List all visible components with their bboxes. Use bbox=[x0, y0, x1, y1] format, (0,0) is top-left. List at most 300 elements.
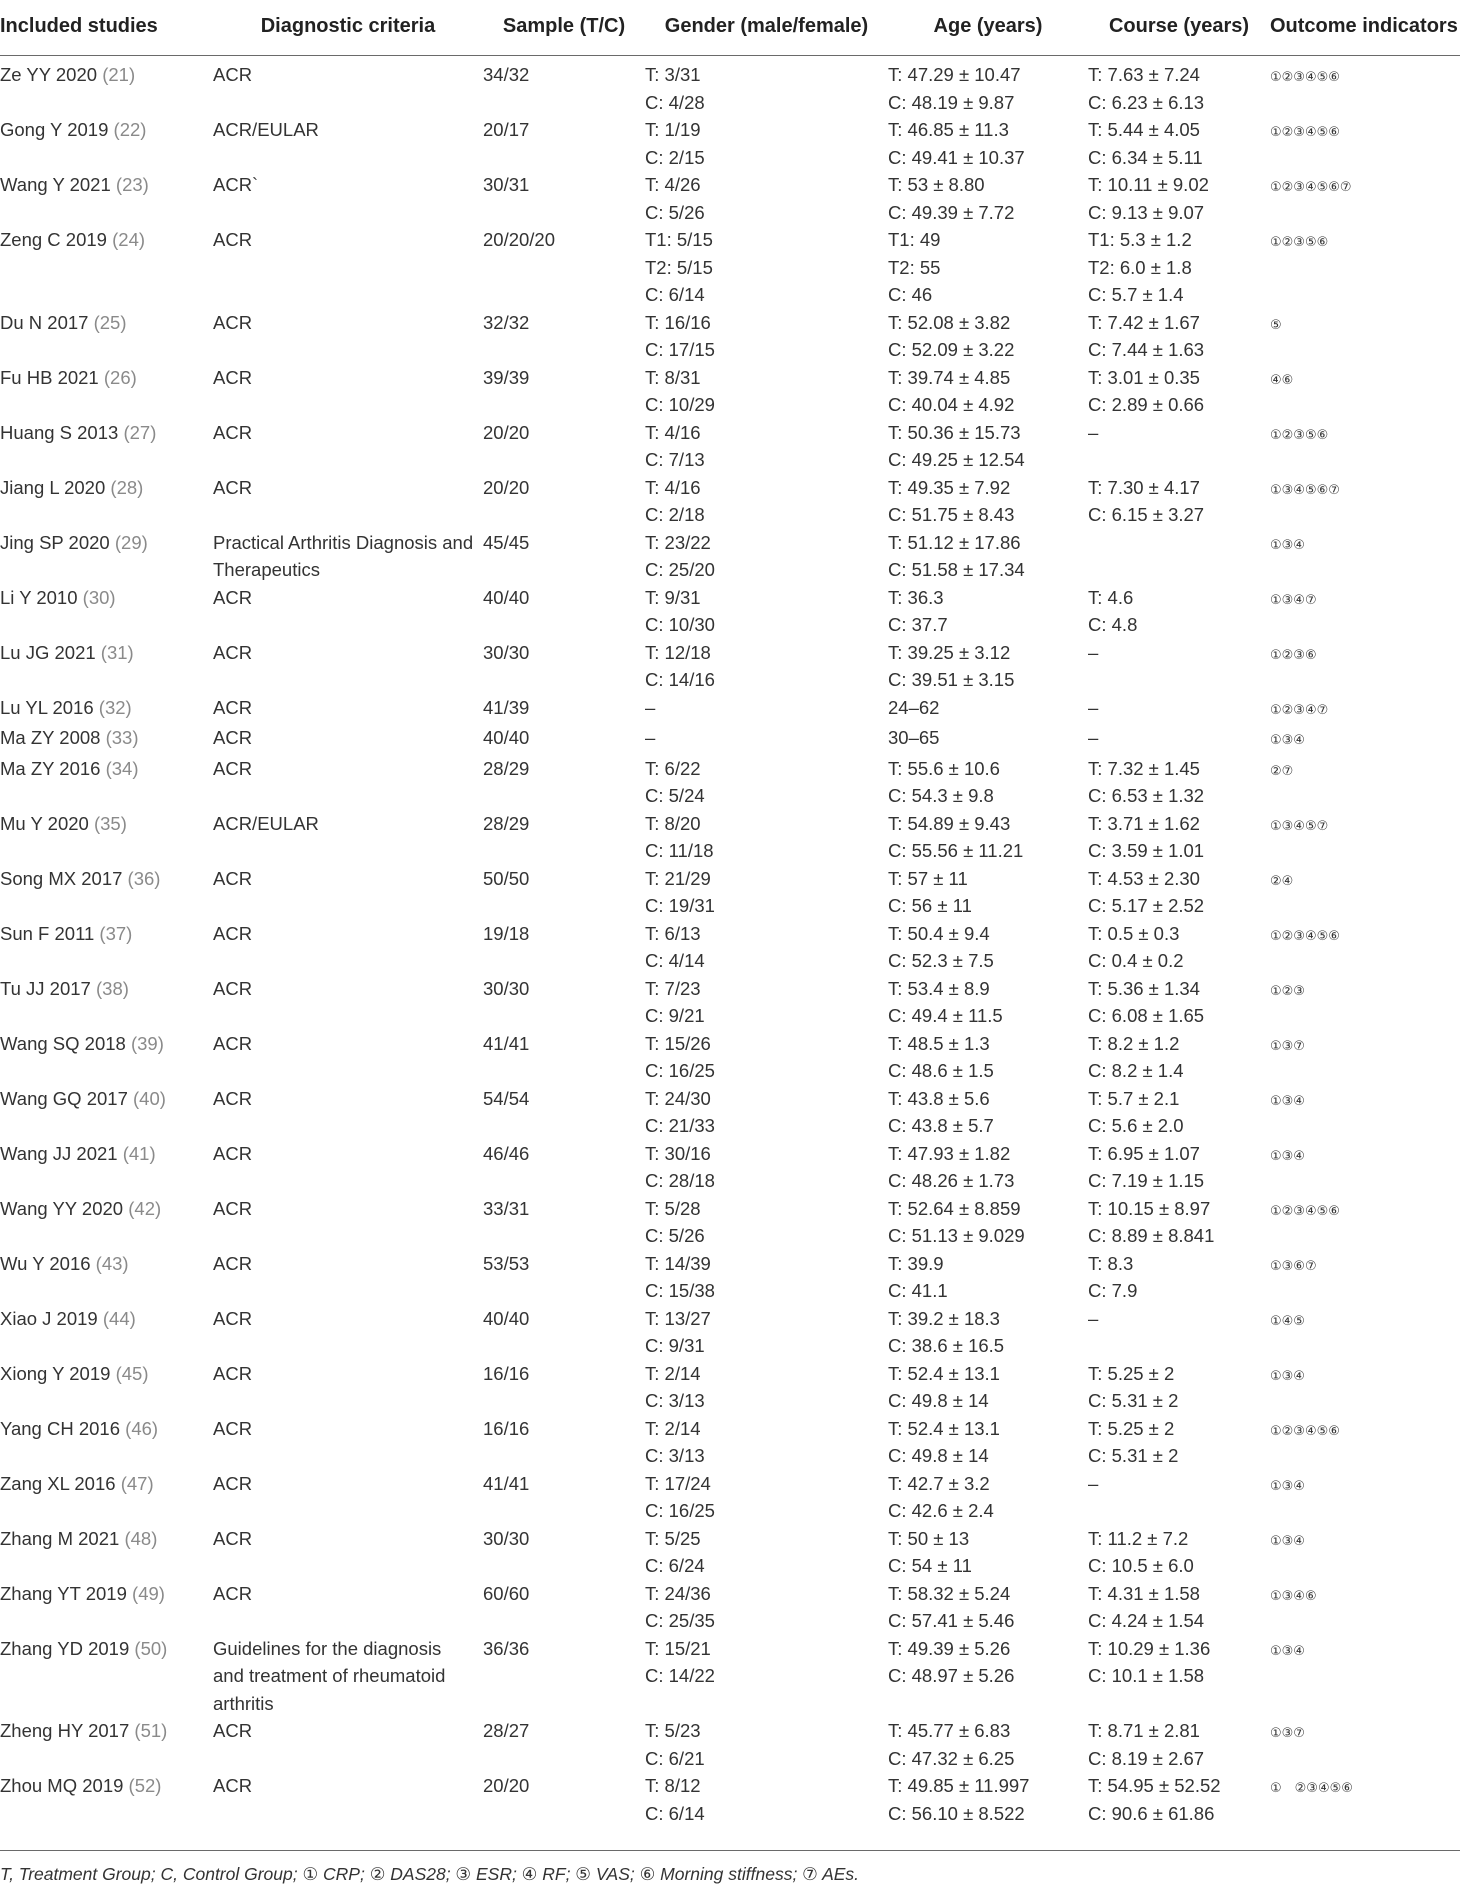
study-cell bbox=[0, 1085, 213, 1140]
reference-value: 29 bbox=[121, 531, 142, 553]
reference-value: 41 bbox=[128, 1142, 150, 1164]
gender-value: C: 16/25 bbox=[645, 1500, 715, 1521]
criteria-cell bbox=[213, 364, 483, 419]
outcome-indicators: ④⑥ bbox=[1270, 372, 1294, 388]
outcome-indicators: ②④ bbox=[1270, 873, 1294, 889]
age-value: C: 49.41 ± 10.37 bbox=[888, 146, 1025, 168]
diagnostic-criteria: ACR bbox=[213, 641, 253, 663]
study-cell bbox=[0, 1470, 213, 1525]
course-value: C: 6.34 ± 5.11 bbox=[1088, 146, 1203, 168]
gender-value: C: 14/16 bbox=[645, 669, 715, 690]
study-name: Wang JJ 2021 bbox=[0, 1142, 118, 1164]
criteria-cell bbox=[213, 56, 483, 117]
age-value: T: 48.5 ± 1.3 bbox=[888, 1032, 990, 1054]
table-row bbox=[0, 1030, 1460, 1085]
sample-size: 36/36 bbox=[483, 1637, 530, 1659]
age-value: T: 42.7 ± 3.2 bbox=[888, 1472, 990, 1494]
outcome-indicators: ①③④ bbox=[1270, 1093, 1305, 1109]
age-cell bbox=[888, 584, 1088, 639]
reference-number[interactable]: (39) bbox=[130, 1032, 164, 1054]
criteria-cell bbox=[213, 226, 483, 309]
criteria-cell bbox=[213, 694, 483, 725]
outcome-cell bbox=[1270, 755, 1460, 810]
age-value: T: 47.29 ± 10.47 bbox=[888, 64, 1021, 85]
sample-size: 20/20 bbox=[483, 1775, 530, 1796]
criteria-cell bbox=[213, 755, 483, 810]
sample-size: 28/29 bbox=[483, 757, 530, 779]
gender-value: T: 5/25 bbox=[645, 1527, 701, 1549]
gender-value: T: 6/22 bbox=[645, 757, 701, 779]
criteria-cell bbox=[213, 116, 483, 171]
course-value: T: 10.11 ± 9.02 bbox=[1088, 174, 1209, 195]
age-value: C: 56.10 ± 8.522 bbox=[888, 1802, 1025, 1824]
age-cell bbox=[888, 1415, 1088, 1470]
outcome-indicators: ①②③④⑤⑥ bbox=[1270, 125, 1340, 140]
reference-number[interactable]: (43) bbox=[95, 1252, 129, 1274]
age-value: 24–62 bbox=[888, 696, 940, 718]
reference-number[interactable]: (47) bbox=[120, 1472, 154, 1494]
age-cell bbox=[888, 1030, 1088, 1085]
outcome-cell bbox=[1270, 865, 1460, 920]
table-row bbox=[0, 419, 1460, 474]
age-value: T: 50 ± 13 bbox=[888, 1527, 970, 1549]
sample-size: 41/39 bbox=[483, 696, 530, 718]
gender-value: T: 24/30 bbox=[645, 1087, 711, 1109]
course-cell bbox=[1088, 171, 1270, 226]
sample-cell bbox=[483, 1030, 645, 1085]
reference-number[interactable]: (27) bbox=[123, 421, 157, 443]
header-sample: Sample (T/C) bbox=[483, 6, 645, 56]
age-value: C: 55.56 ± 11.21 bbox=[888, 840, 1024, 861]
age-value: T: 36.3 bbox=[888, 586, 944, 608]
gender-cell bbox=[645, 419, 888, 474]
table-row bbox=[0, 1525, 1460, 1580]
outcome-cell bbox=[1270, 364, 1460, 419]
outcome-indicators: ①③④⑥ bbox=[1270, 1588, 1317, 1604]
course-value: C: 8.19 ± 2.67 bbox=[1088, 1747, 1205, 1769]
criteria-cell bbox=[213, 1140, 483, 1195]
gender-cell bbox=[645, 1470, 888, 1525]
gender-cell bbox=[645, 975, 888, 1030]
reference-number[interactable]: (36) bbox=[127, 867, 161, 889]
outcome-cell bbox=[1270, 171, 1460, 226]
reference-value: 49 bbox=[138, 1582, 159, 1604]
outcome-indicators: ①②③⑤⑥ bbox=[1270, 427, 1329, 443]
outcome-cell bbox=[1270, 529, 1460, 584]
course-value: T: 8.71 ± 2.81 bbox=[1088, 1720, 1200, 1741]
sample-size: 40/40 bbox=[483, 1307, 530, 1329]
study-name: Jing SP 2020 bbox=[0, 531, 110, 553]
table-row bbox=[0, 56, 1460, 117]
course-value: T: 5.36 ± 1.34 bbox=[1088, 977, 1200, 999]
outcome-indicators: ①②③ bbox=[1270, 983, 1305, 999]
age-value: T: 52.4 ± 13.1 bbox=[888, 1362, 1000, 1384]
reference-number[interactable]: (40) bbox=[133, 1087, 166, 1109]
sample-size: 30/30 bbox=[483, 1527, 530, 1549]
outcome-indicators: ⑤ bbox=[1270, 317, 1282, 333]
sample-cell bbox=[483, 309, 645, 364]
study-name: Zhang YD 2019 bbox=[0, 1637, 130, 1659]
criteria-cell bbox=[213, 1580, 483, 1635]
age-cell bbox=[888, 1525, 1088, 1580]
reference-value: 38 bbox=[102, 977, 123, 999]
sample-cell bbox=[483, 1085, 645, 1140]
outcome-cell bbox=[1270, 1250, 1460, 1305]
outcome-indicators: ①③⑦ bbox=[1270, 1726, 1305, 1741]
outcome-cell bbox=[1270, 1140, 1460, 1195]
sample-size: 41/41 bbox=[483, 1032, 530, 1054]
outcome-cell bbox=[1270, 226, 1460, 309]
gender-cell bbox=[645, 724, 888, 755]
outcome-cell bbox=[1270, 1635, 1460, 1718]
age-value: C: 47.32 ± 6.25 bbox=[888, 1747, 1015, 1769]
reference-number[interactable]: (37) bbox=[99, 922, 133, 944]
gender-value: T: 16/16 bbox=[645, 311, 711, 333]
reference-number[interactable]: (22) bbox=[113, 119, 147, 140]
sample-size: 53/53 bbox=[483, 1252, 530, 1274]
gender-value: T: 3/31 bbox=[645, 64, 701, 85]
reference-number[interactable]: (34) bbox=[105, 757, 139, 779]
gender-cell bbox=[645, 920, 888, 975]
study-cell bbox=[0, 529, 213, 584]
reference-value: 23 bbox=[122, 174, 143, 195]
reference-number[interactable]: (32) bbox=[98, 696, 132, 718]
outcome-indicators: ①②③④⑤⑥ bbox=[1270, 1423, 1340, 1439]
course-value: C: 4.24 ± 1.54 bbox=[1088, 1610, 1205, 1631]
reference-value: 46 bbox=[131, 1417, 152, 1439]
age-value: T: 46.85 ± 11.3 bbox=[888, 119, 1009, 140]
study-name: Yang CH 2016 bbox=[0, 1417, 120, 1439]
gender-value: C: 9/21 bbox=[645, 1005, 705, 1026]
table-row bbox=[0, 529, 1460, 584]
age-value: C: 48.26 ± 1.73 bbox=[888, 1170, 1015, 1191]
outcome-indicators: ①②③⑥ bbox=[1270, 647, 1317, 663]
gender-cell bbox=[645, 639, 888, 694]
reference-number[interactable]: (51) bbox=[134, 1720, 168, 1741]
study-name: Jiang L 2020 bbox=[0, 476, 106, 498]
criteria-cell bbox=[213, 639, 483, 694]
study-name: Zang XL 2016 bbox=[0, 1472, 116, 1494]
reference-number[interactable]: (52) bbox=[128, 1775, 162, 1796]
course-value: C: 5.17 ± 2.52 bbox=[1088, 895, 1205, 916]
gender-value: T: 4/16 bbox=[645, 476, 701, 498]
age-cell bbox=[888, 364, 1088, 419]
age-cell bbox=[888, 810, 1088, 865]
course-value: C: 6.23 ± 6.13 bbox=[1088, 91, 1205, 113]
study-cell bbox=[0, 1030, 213, 1085]
table-row bbox=[0, 309, 1460, 364]
outcome-indicators: ①③④ bbox=[1270, 537, 1305, 553]
diagnostic-criteria: ACR bbox=[213, 867, 253, 889]
reference-number[interactable]: (23) bbox=[115, 174, 149, 195]
study-name: Lu JG 2021 bbox=[0, 641, 96, 663]
reference-number[interactable]: (42) bbox=[128, 1197, 162, 1219]
outcome-indicators: ①③④ bbox=[1270, 1533, 1305, 1549]
course-cell bbox=[1088, 1580, 1270, 1635]
course-cell bbox=[1088, 1195, 1270, 1250]
age-value: T: 51.12 ± 17.86 bbox=[888, 531, 1021, 553]
study-name: Wang Y 2021 bbox=[0, 174, 111, 195]
criteria-cell bbox=[213, 1470, 483, 1525]
gender-value: T: 5/28 bbox=[645, 1197, 701, 1219]
course-value: C: 9.13 ± 9.07 bbox=[1088, 201, 1205, 223]
sample-cell bbox=[483, 1580, 645, 1635]
course-value: T: 8.3 bbox=[1088, 1252, 1134, 1274]
sample-cell bbox=[483, 1305, 645, 1360]
diagnostic-criteria: ACR/EULAR bbox=[213, 119, 319, 140]
sample-size: 20/17 bbox=[483, 119, 530, 140]
table-row bbox=[0, 755, 1460, 810]
outcome-cell bbox=[1270, 1085, 1460, 1140]
outcome-cell bbox=[1270, 474, 1460, 529]
course-value: T: 4.53 ± 2.30 bbox=[1088, 867, 1200, 889]
sample-cell bbox=[483, 1525, 645, 1580]
age-value: C: 49.39 ± 7.72 bbox=[888, 201, 1015, 223]
reference-value: 34 bbox=[111, 757, 133, 779]
diagnostic-criteria: ACR bbox=[213, 757, 253, 779]
outcome-indicators: ①③④ bbox=[1270, 1478, 1305, 1494]
course-cell bbox=[1088, 529, 1270, 584]
diagnostic-criteria: ACR bbox=[213, 1142, 253, 1164]
sample-size: 54/54 bbox=[483, 1087, 530, 1109]
gender-value: C: 3/13 bbox=[645, 1390, 705, 1411]
outcome-cell bbox=[1270, 810, 1460, 865]
outcome-cell bbox=[1270, 116, 1460, 171]
sample-size: 19/18 bbox=[483, 922, 530, 944]
outcome-cell bbox=[1270, 56, 1460, 117]
diagnostic-criteria: ACR bbox=[213, 1472, 253, 1494]
sample-size: 20/20 bbox=[483, 421, 530, 443]
outcome-indicators: ①②③④⑤⑥⑦ bbox=[1270, 180, 1352, 195]
age-cell bbox=[888, 116, 1088, 171]
reference-number[interactable]: (38) bbox=[95, 977, 129, 999]
study-name: Ma ZY 2008 bbox=[0, 727, 101, 748]
reference-number[interactable]: (50) bbox=[134, 1637, 168, 1659]
age-value: C: 57.41 ± 5.46 bbox=[888, 1610, 1015, 1631]
gender-value: C: 10/29 bbox=[645, 394, 715, 415]
outcome-indicators: ①③⑥⑦ bbox=[1270, 1258, 1317, 1274]
gender-value: T: 24/36 bbox=[645, 1582, 711, 1604]
course-value: C: 90.6 ± 61.86 bbox=[1088, 1802, 1215, 1824]
sample-cell bbox=[483, 639, 645, 694]
outcome-cell bbox=[1270, 584, 1460, 639]
course-cell bbox=[1088, 1635, 1270, 1718]
reference-number[interactable]: (29) bbox=[114, 531, 148, 553]
reference-number[interactable]: (24) bbox=[112, 229, 146, 250]
course-value: C: 8.2 ± 1.4 bbox=[1088, 1060, 1184, 1081]
outcome-indicators: ①③④ bbox=[1270, 1643, 1305, 1659]
reference-number[interactable]: (21) bbox=[102, 64, 136, 85]
outcome-cell bbox=[1270, 1360, 1460, 1415]
gender-value: C: 4/28 bbox=[645, 91, 705, 113]
age-value: T: 57 ± 11 bbox=[888, 867, 968, 889]
age-value: T: 52.4 ± 13.1 bbox=[888, 1417, 1000, 1439]
reference-number[interactable]: (25) bbox=[93, 311, 127, 333]
reference-number[interactable]: (35) bbox=[93, 812, 127, 834]
sample-cell bbox=[483, 171, 645, 226]
reference-number[interactable]: (31) bbox=[100, 641, 134, 663]
sample-cell bbox=[483, 1250, 645, 1305]
age-value: C: 42.6 ± 2.4 bbox=[888, 1500, 994, 1521]
age-cell bbox=[888, 529, 1088, 584]
table-row bbox=[0, 694, 1460, 725]
course-value: T: 7.32 ± 1.45 bbox=[1088, 757, 1200, 779]
course-value: T: 7.30 ± 4.17 bbox=[1088, 476, 1200, 498]
criteria-cell bbox=[213, 1085, 483, 1140]
gender-value: C: 15/38 bbox=[645, 1280, 715, 1301]
course-cell bbox=[1088, 1415, 1270, 1470]
gender-cell bbox=[645, 1360, 888, 1415]
criteria-cell bbox=[213, 309, 483, 364]
age-cell bbox=[888, 1580, 1088, 1635]
table-row bbox=[0, 1635, 1460, 1718]
age-cell bbox=[888, 639, 1088, 694]
criteria-cell bbox=[213, 171, 483, 226]
outcome-indicators: ① ②③④⑤⑥ bbox=[1270, 1781, 1353, 1796]
study-cell bbox=[0, 1140, 213, 1195]
gender-value: C: 5/24 bbox=[645, 785, 705, 806]
gender-cell bbox=[645, 1525, 888, 1580]
reference-number[interactable]: (33) bbox=[105, 727, 139, 748]
age-cell bbox=[888, 920, 1088, 975]
outcome-indicators: ①③④⑤⑦ bbox=[1270, 818, 1329, 834]
study-name: Ze YY 2020 bbox=[0, 64, 98, 85]
reference-value: 30 bbox=[88, 586, 110, 608]
age-value: T: 43.8 ± 5.6 bbox=[888, 1087, 990, 1109]
sample-cell bbox=[483, 810, 645, 865]
study-cell bbox=[0, 1525, 213, 1580]
course-cell bbox=[1088, 1360, 1270, 1415]
criteria-cell bbox=[213, 810, 483, 865]
study-name: Zheng HY 2017 bbox=[0, 1720, 130, 1741]
gender-value: T: 6/13 bbox=[645, 922, 701, 944]
course-value: C: 10.5 ± 6.0 bbox=[1088, 1555, 1194, 1576]
gender-value: T2: 5/15 bbox=[645, 256, 713, 278]
reference-number[interactable]: (46) bbox=[125, 1417, 159, 1439]
sample-cell bbox=[483, 920, 645, 975]
outcome-indicators: ①③④⑦ bbox=[1270, 592, 1317, 608]
age-value: T: 39.25 ± 3.12 bbox=[888, 641, 1011, 663]
course-value: T: 54.95 ± 52.52 bbox=[1088, 1775, 1221, 1796]
gender-cell bbox=[645, 1305, 888, 1360]
criteria-cell bbox=[213, 584, 483, 639]
age-value: T: 53 ± 8.80 bbox=[888, 174, 985, 195]
table-row bbox=[0, 1470, 1460, 1525]
outcome-cell bbox=[1270, 639, 1460, 694]
course-value: C: 7.44 ± 1.63 bbox=[1088, 339, 1205, 360]
gender-value: T: 12/18 bbox=[645, 641, 711, 663]
reference-number[interactable]: (41) bbox=[122, 1142, 156, 1164]
gender-value: C: 6/14 bbox=[645, 1802, 705, 1824]
sample-size: 50/50 bbox=[483, 867, 530, 889]
course-value: C: 5.31 ± 2 bbox=[1088, 1445, 1179, 1466]
reference-number[interactable]: (48) bbox=[124, 1527, 158, 1549]
criteria-cell bbox=[213, 1030, 483, 1085]
age-cell bbox=[888, 474, 1088, 529]
course-value: T: 10.15 ± 8.97 bbox=[1088, 1197, 1211, 1219]
reference-number[interactable]: (45) bbox=[115, 1362, 149, 1384]
reference-value: 39 bbox=[137, 1032, 158, 1054]
age-value: C: 51.13 ± 9.029 bbox=[888, 1225, 1025, 1246]
study-cell bbox=[0, 474, 213, 529]
sample-size: 40/40 bbox=[483, 586, 530, 608]
gender-cell bbox=[645, 865, 888, 920]
reference-number[interactable]: (44) bbox=[102, 1307, 136, 1329]
age-value: C: 54.3 ± 9.8 bbox=[888, 785, 994, 806]
reference-value: 44 bbox=[109, 1307, 130, 1329]
sample-size: 60/60 bbox=[483, 1582, 530, 1604]
study-cell bbox=[0, 1635, 213, 1718]
course-value: – bbox=[1088, 1472, 1099, 1494]
sample-cell bbox=[483, 529, 645, 584]
age-value: 30–65 bbox=[888, 727, 940, 748]
header-diagnostic-criteria: Diagnostic criteria bbox=[213, 6, 483, 56]
gender-value: C: 9/31 bbox=[645, 1335, 705, 1356]
reference-value: 31 bbox=[106, 641, 128, 663]
table-row bbox=[0, 1250, 1460, 1305]
course-value: T: 7.63 ± 7.24 bbox=[1088, 64, 1200, 85]
age-cell bbox=[888, 1250, 1088, 1305]
gender-value: T: 9/31 bbox=[645, 586, 701, 608]
age-value: C: 46 bbox=[888, 284, 933, 305]
reference-number[interactable]: (30) bbox=[82, 586, 116, 608]
study-name: Du N 2017 bbox=[0, 311, 89, 333]
reference-value: 50 bbox=[140, 1637, 162, 1659]
outcome-indicators: ①④⑤ bbox=[1270, 1313, 1305, 1329]
course-value: C: 8.89 ± 8.841 bbox=[1088, 1225, 1215, 1246]
table-row bbox=[0, 920, 1460, 975]
study-cell bbox=[0, 226, 213, 309]
age-value: C: 51.58 ± 17.34 bbox=[888, 559, 1025, 580]
gender-value: C: 19/31 bbox=[645, 895, 715, 916]
diagnostic-criteria: ACR bbox=[213, 1527, 253, 1549]
sample-cell bbox=[483, 1415, 645, 1470]
study-name: Huang S 2013 bbox=[0, 421, 119, 443]
reference-value: 24 bbox=[118, 229, 139, 250]
study-name: Xiong Y 2019 bbox=[0, 1362, 111, 1384]
reference-value: 36 bbox=[133, 867, 155, 889]
course-value: T: 5.25 ± 2 bbox=[1088, 1362, 1175, 1384]
gender-cell bbox=[645, 1140, 888, 1195]
reference-number[interactable]: (49) bbox=[132, 1582, 165, 1604]
outcome-cell bbox=[1270, 1195, 1460, 1250]
sample-size: 45/45 bbox=[483, 531, 530, 553]
sample-size: 46/46 bbox=[483, 1142, 530, 1164]
reference-number[interactable]: (28) bbox=[110, 476, 144, 498]
age-value: C: 49.25 ± 12.54 bbox=[888, 449, 1025, 470]
course-value: – bbox=[1088, 727, 1099, 748]
study-cell bbox=[0, 1717, 213, 1772]
course-cell bbox=[1088, 584, 1270, 639]
reference-value: 25 bbox=[99, 311, 121, 333]
included-studies-table bbox=[0, 6, 1460, 1827]
course-value: C: 4.8 bbox=[1088, 614, 1138, 635]
diagnostic-criteria: ACR bbox=[213, 1720, 253, 1741]
course-value: C: 5.31 ± 2 bbox=[1088, 1390, 1179, 1411]
table-footnote: T, Treatment Group; C, Control Group; ① CRP; ② DAS28; ③ ESR; ④ RF; ⑤ VAS; ⑥ Morning stiffness; ⑦ AEs. bbox=[0, 1850, 1460, 1885]
study-name: Tu JJ 2017 bbox=[0, 977, 91, 999]
outcome-cell bbox=[1270, 975, 1460, 1030]
sample-cell bbox=[483, 1360, 645, 1415]
age-cell bbox=[888, 1140, 1088, 1195]
study-cell bbox=[0, 309, 213, 364]
reference-number[interactable]: (26) bbox=[103, 366, 137, 388]
age-cell bbox=[888, 1717, 1088, 1772]
study-cell bbox=[0, 920, 213, 975]
gender-value: – bbox=[645, 727, 656, 748]
outcome-indicators: ①③④⑤⑥⑦ bbox=[1270, 482, 1340, 498]
criteria-cell bbox=[213, 1772, 483, 1827]
